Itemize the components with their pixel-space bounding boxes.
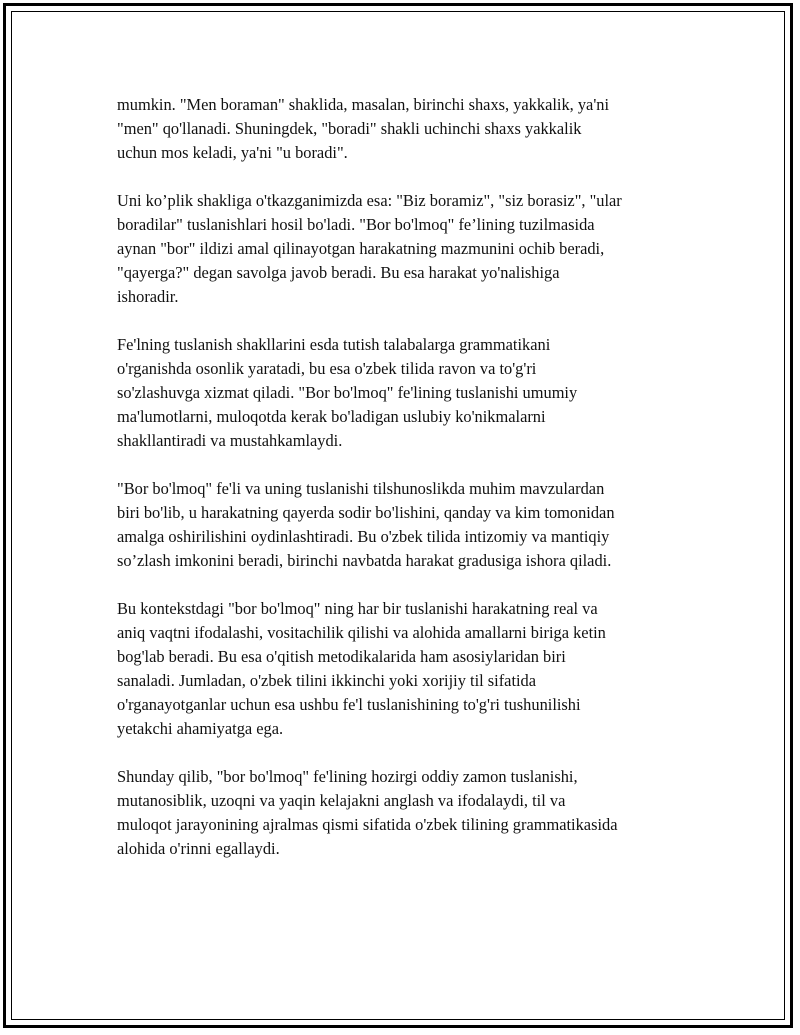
paragraph: "Bor bo'lmoq" fe'li va uning tuslanishi tilshunoslikda muhim mavzulardan biri bo'lib, u harakatning qayerda sodir bo'lishini, qanday va kim tomonidan amalga oshirilishini oydinlashtiradi. Bu o'zbek tilida intizomiy va mantiqiy so’zlash imkonini beradi, birinchi navbatda harakat gradusiga ishora qiladi. bbox=[117, 479, 615, 570]
paragraph: Fe'lning tuslanish shakllarini esda tutish talabalarga grammatikani o'rganishda osonlik yaratadi, bu esa o'zbek tilida ravon va to'g'ri so'zlashuvga xizmat qiladi. "Bor bo'lmoq" fe'lining tuslanishi umumiy ma'lumotlarni, muloqotda kerak bo'ladigan uslubiy ko'nikmalarni shakllantiradi va mustahkamlaydi. bbox=[117, 335, 578, 450]
paragraph: mumkin. "Men boraman" shaklida, masalan, birinchi shaxs, yakkalik, ya'ni "men" qo'llanadi. Shuningdek, "boradi" shakli uchinchi shaxs yakkalik uchun mos keladi, ya'ni "u boradi". bbox=[117, 95, 610, 162]
document-body bbox=[117, 93, 692, 885]
paragraph: Bu kontekstdagi "bor bo'lmoq" ning har bir tuslanishi harakatning real va aniq vaqtni ifodalashi, vositachilik qilishi va alohida amallarni biriga ketin bog'lab beradi. Bu esa o'qitish metodikalarida ham asosiylaridan biri sanaladi. Jumladan, o'zbek tilini ikkinchi yoki xorijiy til sifatida o'rganayotganlar uchun esa ushbu fe'l tuslanishining to'g'ri tushunilishi yetakchi ahamiyatga ega. bbox=[117, 599, 606, 738]
paragraph: Shunday qilib, "bor bo'lmoq" fe'lining hozirgi oddiy zamon tuslanishi, mutanosiblik, uzoqni va yaqin kelajakni anglash va ifodalaydi, til va muloqot jarayonining ajralmas qismi sifatida o'zbek tilining grammatikasida alohida o'rinni egallaydi. bbox=[117, 767, 618, 858]
paragraph: Uni ko’plik shakliga o'tkazganimizda esa: "Biz boramiz", "siz borasiz", "ular boradilar" tuslanishlari hosil bo'ladi. "Bor bo'lmoq" fe’lining tuzilmasida aynan "bor" ildizi amal qilinayotgan harakatning mazmunini ochib beradi, "qayerga?" degan savolga javob beradi. Bu esa harakat yo'nalishiga ishoradir. bbox=[117, 191, 622, 306]
